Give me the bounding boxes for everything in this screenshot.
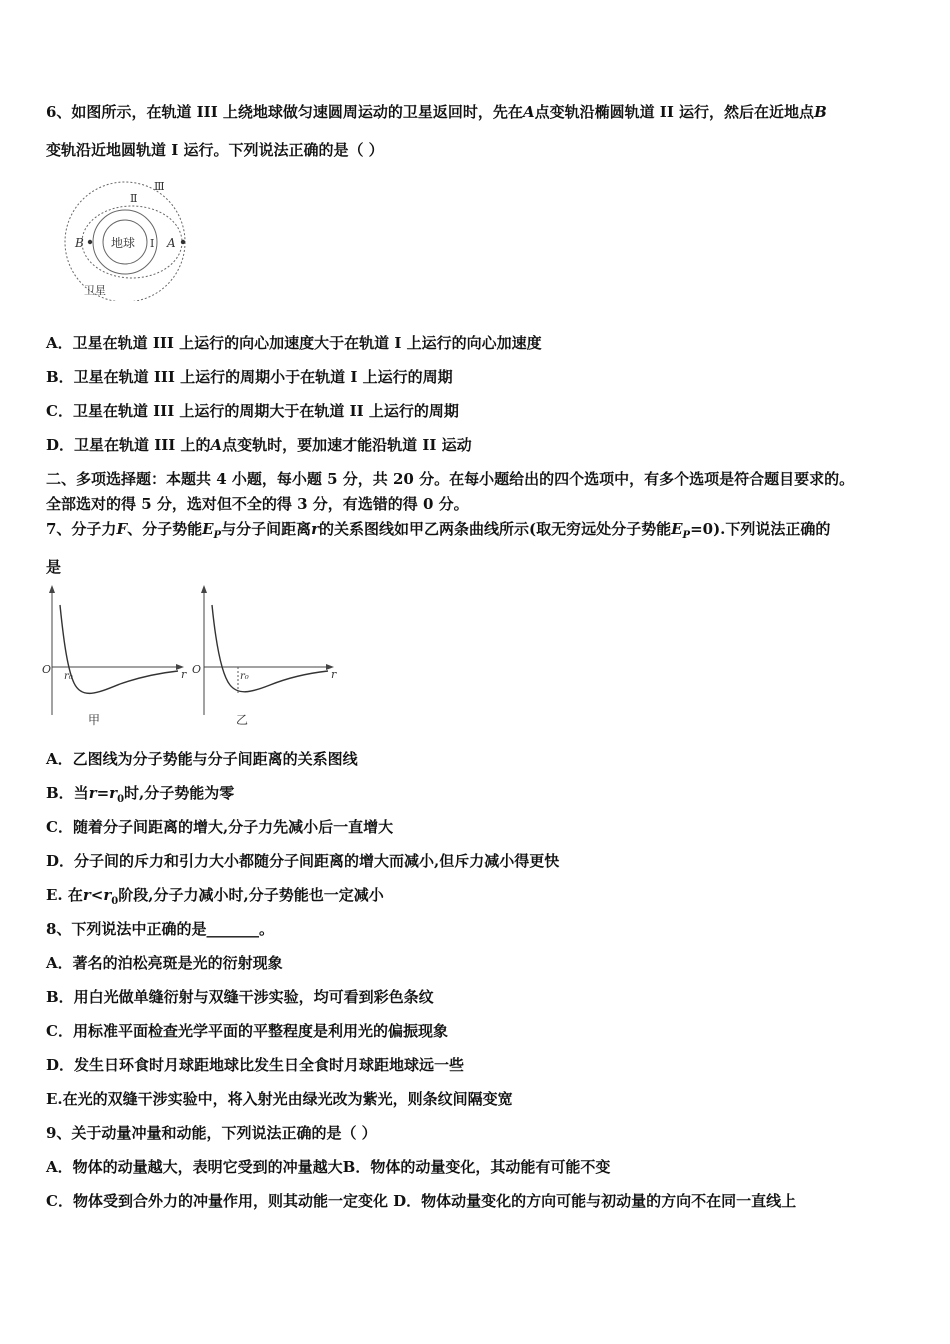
q6-option-c: C．卫星在轨道 III 上运行的周期大于在轨道 II 上运行的周期 [46,402,459,420]
q7-opt-b-r0: r [109,784,118,802]
yi-r: r [331,668,337,681]
yi-caption: 乙 [236,713,249,727]
q8-stem: 8、下列说法中正确的是_______。 [46,920,274,938]
q6-stem-text-a: 6、如图所示，在轨道 III 上绕地球做匀速圆周运动的卫星返回时，先在 [46,103,523,121]
q7-r: r [311,520,319,538]
fig-label-i: Ⅰ [150,237,155,250]
jia-origin: O [42,663,52,676]
q7-p1: P [213,530,222,541]
q7-opt-e-r: r [82,886,91,904]
point-a-dot [181,240,185,244]
yi-r0: r₀ [240,671,249,682]
q7-option-a: A．乙图线为分子势能与分子间距离的关系图线 [46,750,358,768]
q7-opt-e-a: E. 在 [46,886,83,904]
q6-option-d [46,435,472,455]
q7-stem-line2: 是 [46,558,62,576]
q6-option-b: B．卫星在轨道 III 上运行的周期小于在轨道 I 上运行的周期 [46,368,453,386]
fig-label-b: B [75,236,84,250]
q7-opt-b-sub0: 0 [117,794,125,805]
q7-option-b [46,783,234,810]
section2-line1: 二、多项选择题：本题共 4 小题，每小题 5 分，共 20 分。在每小题给出的四个选项中，有多个选项是符合题目要求的。 [46,470,855,488]
fig-label-iii: Ⅲ [154,180,165,193]
orbit-diagram [50,176,190,301]
q6-option-d-text-b: 点变轨时，要加速才能沿轨道 II 运动 [222,436,472,454]
q7-option-e [46,885,384,912]
q7-stem-line1 [46,519,830,546]
q7-t4: 的关系图线如甲乙两条曲线所示(取无穷远处分子势能 [319,520,672,538]
point-b-dot [88,240,92,244]
q6-stem-line1 [46,102,827,122]
point-a-label: A [522,103,535,121]
q7-opt-e-b: 阶段,分子力减小时,分子势能也一定减小 [118,886,384,904]
q7-f: F [116,520,128,538]
fig-label-a: A [167,236,176,250]
molecular-force-graphs [40,585,340,730]
q7-opt-b-b: 时,分子势能为零 [124,784,235,802]
earth-label: 地球 [111,236,136,250]
q9-options-row1: A．物体的动量越大，表明它受到的冲量越大B．物体的动量变化，其动能有可能不变 [46,1158,611,1176]
q7-e1: E [202,520,214,538]
fig-label-satellite: 卫星 [84,284,106,297]
q8-option-a: A．著名的泊松亮斑是光的衍射现象 [46,954,283,972]
q7-opt-e-sub0: 0 [111,896,119,907]
q7-t2: 、分子势能 [127,520,203,538]
q7-opt-e-lt: < [90,886,104,904]
q8-option-b: B．用白光做单缝衍射与双缝干涉实验，均可看到彩色条纹 [46,988,434,1006]
jia-y-arrow [49,585,55,593]
q7-t1: 7、分子力 [46,520,117,538]
jia-r: r [181,668,187,681]
q7-t5: =0).下列说法正确的 [690,520,831,538]
q9-stem: 9、关于动量冲量和动能，下列说法正确的是（ ） [46,1124,377,1142]
q8-option-e: E.在光的双缝干涉实验中，将入射光由绿光改为紫光，则条纹间隔变宽 [46,1090,513,1108]
jia-curve [60,605,178,693]
q7-p2: P [682,530,691,541]
q8-option-d: D．发生日环食时月球距地球比发生日全食时月球距地球远一些 [46,1056,465,1074]
point-b-label: B [814,103,827,121]
q6-option-a: A．卫星在轨道 III 上运行的向心加速度大于在轨道 I 上运行的向心加速度 [46,334,542,352]
jia-r0: r₀ [64,671,73,682]
q7-opt-b-a: B．当 [46,784,89,802]
yi-curve [212,605,328,692]
q7-opt-e-r0: r [103,886,112,904]
q7-t3: 与分子间距离 [221,520,312,538]
q7-option-c: C．随着分子间距离的增大,分子力先减小后一直增大 [46,818,394,836]
q6-stem-text-b: 点变轨沿椭圆轨道 II 运行，然后在近地点 [534,103,815,121]
fig-label-ii: Ⅱ [130,192,138,205]
q8-option-c: C．用标准平面检查光学平面的平整程度是利用光的偏振现象 [46,1022,448,1040]
jia-caption: 甲 [88,713,101,727]
q7-e2: E [671,520,683,538]
q7-opt-b-eq: = [96,784,110,802]
q7-option-d: D．分子间的斥力和引力大小都随分子间距离的增大而减小,但斥力减小得更快 [46,852,560,870]
q9-options-row2: C．物体受到合外力的冲量作用，则其动能一定变化 D．物体动量变化的方向可能与初动量的方向不在同一直线上 [46,1192,797,1210]
q6-option-d-point: A [210,436,223,454]
q6-stem-line2: 变轨沿近地圆轨道 I 运行。下列说法正确的是（ ） [46,141,384,159]
q7-opt-b-r: r [88,784,97,802]
yi-y-arrow [201,585,207,593]
section2-line2: 全部选对的得 5 分，选对但不全的得 3 分，有选错的得 0 分。 [46,495,469,513]
yi-origin: O [192,663,202,676]
q6-option-d-text-a: D．卫星在轨道 III 上的 [46,436,211,454]
